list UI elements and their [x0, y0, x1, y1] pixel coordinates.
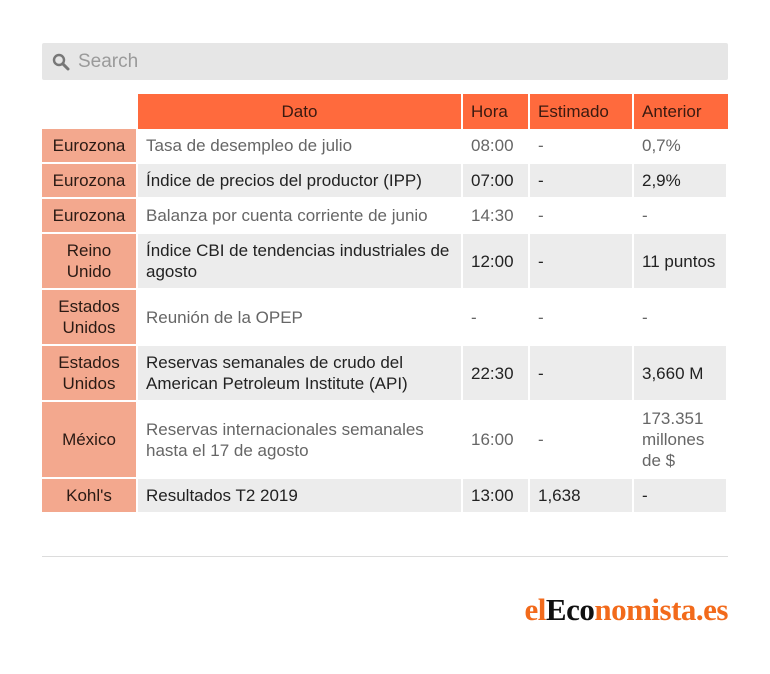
- header-anterior: Anterior: [634, 94, 728, 129]
- country-cell: Reino Unido: [42, 234, 138, 290]
- dato-cell: Reservas internacionales semanales hasta el 17 de agosto: [138, 402, 463, 479]
- anterior-cell: 0,7%: [634, 129, 728, 164]
- estimado-cell: -: [530, 402, 634, 479]
- dato-cell: Resultados T2 2019: [138, 479, 463, 514]
- anterior-cell: 2,9%: [634, 164, 728, 199]
- logo-part-el: el: [524, 592, 546, 627]
- logo-part-nomista: nomista.es: [594, 592, 728, 627]
- hora-cell: 22:30: [463, 346, 530, 402]
- search-bar[interactable]: [42, 43, 728, 80]
- table-row: [42, 346, 728, 402]
- logo-part-eco: Eco: [545, 592, 595, 627]
- estimado-cell: 1,638: [530, 479, 634, 514]
- dato-cell: Índice CBI de tendencias industriales de agosto: [138, 234, 463, 290]
- anterior-cell: 11 puntos: [634, 234, 728, 290]
- anterior-cell: -: [634, 199, 728, 234]
- search-input[interactable]: [78, 51, 678, 73]
- table-header-row: [42, 94, 728, 129]
- hora-cell: 14:30: [463, 199, 530, 234]
- estimado-cell: -: [530, 164, 634, 199]
- eleconomista-logo[interactable]: [525, 592, 728, 628]
- anterior-cell: -: [634, 479, 728, 514]
- country-cell: Estados Unidos: [42, 346, 138, 402]
- header-dato: Dato: [138, 94, 463, 129]
- country-cell: Kohl's: [42, 479, 138, 514]
- anterior-cell: 3,660 M: [634, 346, 728, 402]
- country-cell: Eurozona: [42, 129, 138, 164]
- divider: [42, 556, 728, 557]
- table-row: [42, 199, 728, 234]
- dato-cell: Balanza por cuenta corriente de junio: [138, 199, 463, 234]
- estimado-cell: -: [530, 346, 634, 402]
- table-row: [42, 164, 728, 199]
- anterior-cell: 173.351 millones de $: [634, 402, 728, 479]
- dato-cell: Índice de precios del productor (IPP): [138, 164, 463, 199]
- estimado-cell: -: [530, 234, 634, 290]
- anterior-cell: -: [634, 290, 728, 346]
- hora-cell: -: [463, 290, 530, 346]
- estimado-cell: -: [530, 290, 634, 346]
- dato-cell: Tasa de desempleo de julio: [138, 129, 463, 164]
- table-row: [42, 234, 728, 290]
- table-row: [42, 479, 728, 514]
- hora-cell: 16:00: [463, 402, 530, 479]
- country-cell: Eurozona: [42, 199, 138, 234]
- header-hora: Hora: [463, 94, 530, 129]
- table-row: [42, 290, 728, 346]
- country-cell: México: [42, 402, 138, 479]
- hora-cell: 12:00: [463, 234, 530, 290]
- table-row: [42, 402, 728, 479]
- estimado-cell: -: [530, 199, 634, 234]
- hora-cell: 08:00: [463, 129, 530, 164]
- header-country-blank: [42, 94, 138, 129]
- header-estimado: Estimado: [530, 94, 634, 129]
- estimado-cell: -: [530, 129, 634, 164]
- country-cell: Estados Unidos: [42, 290, 138, 346]
- hora-cell: 13:00: [463, 479, 530, 514]
- dato-cell: Reservas semanales de crudo del American Petroleum Institute (API): [138, 346, 463, 402]
- table-row: [42, 129, 728, 164]
- dato-cell: Reunión de la OPEP: [138, 290, 463, 346]
- country-cell: Eurozona: [42, 164, 138, 199]
- hora-cell: 07:00: [463, 164, 530, 199]
- economic-calendar-table: [42, 94, 728, 514]
- search-icon: [52, 53, 70, 71]
